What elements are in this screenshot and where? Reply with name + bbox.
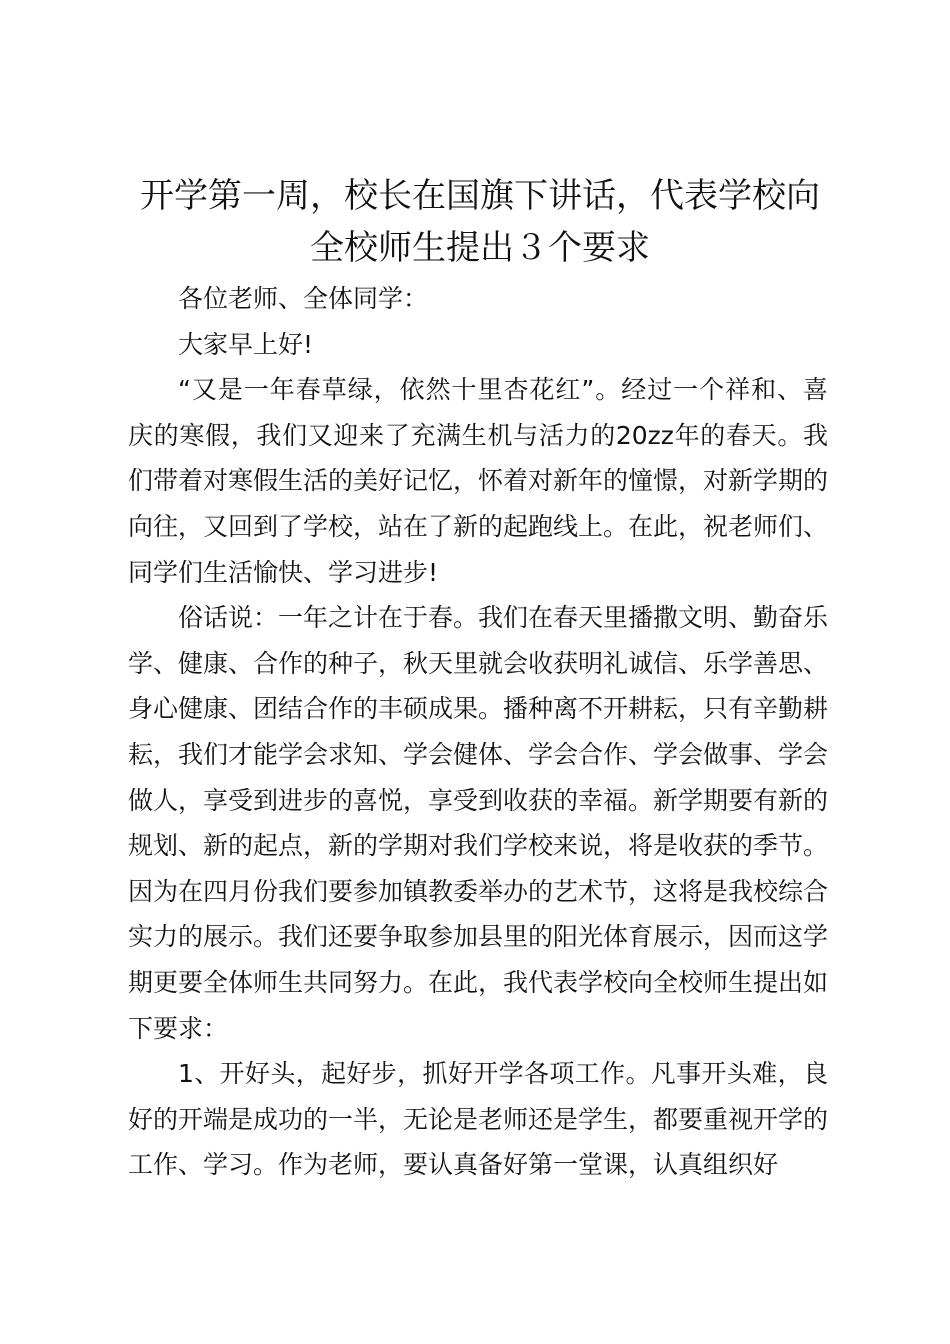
body-paragraph: 1、开好头，起好步，抓好开学各项工作。凡事开头难，良好的开端是成功的一半，无论是老师还是学生，都要重视开学的工作、学习。作为老师，要认真备好第一堂课，认真组织好 xyxy=(128,1059,829,1180)
document-body xyxy=(128,276,828,1188)
title-line-2: 全校师生提出３个要求 xyxy=(310,228,650,268)
greeting-paragraph: 大家早上好! xyxy=(178,329,314,359)
body-paragraph: “又是一年春草绿，依然十里杏花红”。经过一个祥和、喜庆的寒假，我们又迎来了充满生机与活力的20zz年的春天。我们带着对寒假生活的美好记忆，怀着对新年的憧憬，对新学期的向往，又回到了学校，站在了新的起跑线上。在此，祝老师们、同学们生活愉快、学习进步! xyxy=(128,375,829,587)
title-line-1: 开学第一周，校长在国旗下讲话，代表学校向 xyxy=(140,176,820,216)
salutation-paragraph: 各位老师、全体同学： xyxy=(178,284,429,313)
document-title xyxy=(110,170,850,274)
body-paragraph: 俗话说：一年之计在于春。我们在春天里播撒文明、勤奋乐学、健康、合作的种子，秋天里就会收获明礼诚信、乐学善思、身心健康、团结合作的丰硕成果。播种离不开耕耘，只有辛勤耕耘，我们才能学会求知、学会健体、学会合作、学会做事、学会做人，享受到进步的喜悦，享受到收获的幸福。新学期要有新的规划、新的起点，新的学期对我们学校来说，将是收获的季节。因为在四月份我们要参加镇教委举办的艺术节，这将是我校综合实力的展示。我们还要争取参加县里的阳光体育展示，因而这学期更要全体师生共同努力。在此，我代表学校向全校师生提出如下要求： xyxy=(128,603,829,1043)
